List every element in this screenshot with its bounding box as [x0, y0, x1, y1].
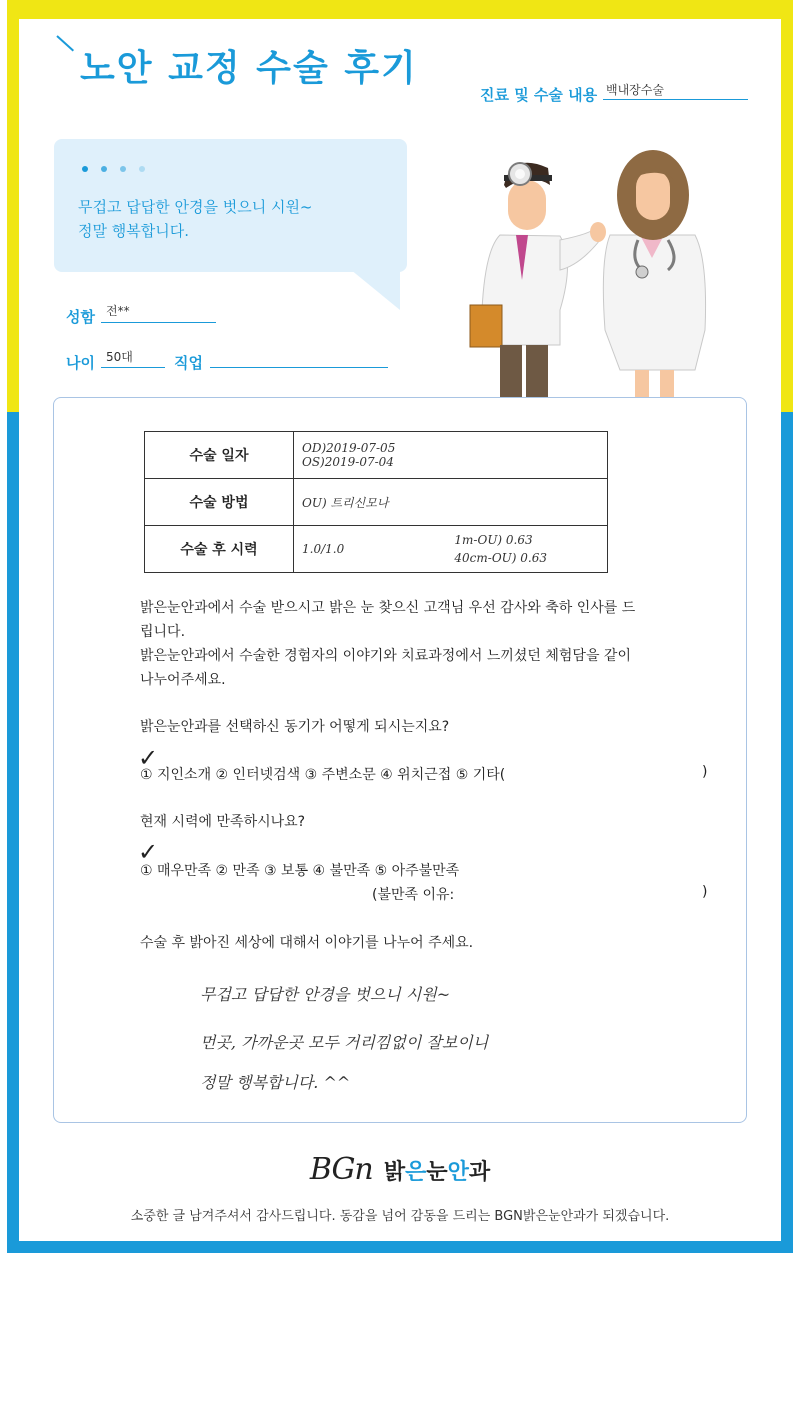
bubble-line-2: 정말 행복합니다. — [78, 222, 189, 240]
job-label: 직업 — [174, 354, 203, 372]
age-value: 50대 — [106, 350, 133, 364]
logo-name-part: 과 — [468, 1160, 491, 1185]
post-vision-label: 수술 후 시력 — [145, 526, 294, 573]
bubble-dot — [82, 166, 88, 172]
intro-line-1: 밝은눈안과에서 수술 받으시고 밝은 눈 찾으신 고객님 우선 감사와 축하 인사를 드 — [140, 600, 636, 616]
age-underline — [101, 367, 165, 368]
footer-text: 소중한 글 남겨주셔서 감사드립니다. 동감을 넘어 감동을 드리는 BGN밝은눈안과가 되겠습니다. — [130, 1209, 670, 1224]
surgery-date-value-1: OD)2019-07-05 — [302, 441, 396, 455]
surgery-info-table — [144, 431, 608, 573]
table-row — [145, 432, 608, 479]
logo-name-part: 눈 — [426, 1160, 448, 1185]
post-vision-value — [294, 526, 608, 573]
table-row — [145, 479, 608, 526]
logo-brand: BGn — [309, 1152, 373, 1187]
q1-question: 밝은눈안과를 선택하신 동기가 어떻게 되시는지요? — [140, 719, 450, 735]
post-vision-note-1: 1m-OU) 0.63 — [454, 533, 533, 547]
handwritten-answer-line-3: 정말 행복합니다. ^^ — [200, 1073, 351, 1092]
surgery-date-value — [294, 432, 608, 479]
page-title: 노안 교정 수술 후기 — [80, 48, 418, 89]
q2-reason-label: (불만족 이유: — [372, 887, 455, 903]
q2-checkmark-icon: ✓ — [138, 838, 159, 866]
q1-checkmark-icon: ✓ — [138, 744, 159, 772]
q3-question: 수술 후 밝아진 세상에 대해서 이야기를 나누어 주세요. — [140, 935, 474, 951]
bubble-dot — [101, 166, 107, 172]
bubble-text — [78, 195, 313, 243]
bgn-logo — [0, 1152, 800, 1187]
surgery-method-value: OU) 트리신모나 — [294, 479, 608, 526]
logo-name-part: 은 — [405, 1160, 427, 1185]
q1-options: ① 지인소개 ② 인터넷검색 ③ 주변소문 ④ 위치근접 ⑤ 기타( — [140, 767, 506, 783]
post-vision-note-2: 40cm-OU) 0.63 — [454, 551, 547, 565]
bubble-line-1: 무겁고 답답한 안경을 벗으니 시원~ — [78, 198, 313, 216]
name-label: 성함 — [66, 308, 95, 326]
q2-reason-close: ) — [702, 884, 708, 900]
doctors-illustration — [460, 140, 720, 400]
intro-line-4: 나누어주세요. — [140, 672, 226, 688]
surgery-date-label: 수술 일자 — [145, 432, 294, 479]
surgery-method-label: 수술 방법 — [145, 479, 294, 526]
q1-options-close: ) — [702, 764, 708, 780]
bubble-dot — [120, 166, 126, 172]
handwritten-answer-line-2: 먼곳, 가까운곳 모두 거리낌없이 잘보이니 — [200, 1033, 489, 1052]
logo-name-part: 안 — [447, 1160, 469, 1185]
q2-options: ① 매우만족 ② 만족 ③ 보통 ④ 불만족 ⑤ 아주불만족 — [140, 863, 460, 879]
job-underline — [210, 367, 388, 368]
intro-line-3: 밝은눈안과에서 수술한 경험자의 이야기와 치료과정에서 느끼셨던 체험담을 같이 — [140, 648, 631, 664]
male-doctor-illustration — [470, 163, 606, 397]
q2-question: 현재 시력에 만족하시나요? — [140, 814, 306, 830]
handwritten-answer-line-1: 무겁고 답답한 안경을 벗으니 시원~ — [200, 985, 451, 1004]
post-vision-main: 1.0/1.0 — [302, 542, 345, 556]
logo-name — [384, 1160, 490, 1185]
bubble-dot — [139, 166, 145, 172]
treatment-underline — [603, 99, 748, 100]
female-doctor-illustration — [603, 150, 705, 398]
intro-line-2: 립니다. — [140, 624, 186, 640]
logo-name-part: 밝 — [383, 1160, 406, 1185]
treatment-value: 백내장수술 — [606, 83, 664, 97]
table-row — [145, 526, 608, 573]
bubble-dots — [82, 166, 145, 172]
age-label: 나이 — [66, 354, 95, 372]
surgery-date-value-2: OS)2019-07-04 — [302, 455, 394, 469]
name-underline — [101, 322, 216, 323]
speech-bubble-tail — [345, 265, 400, 310]
name-value: 전** — [106, 304, 130, 318]
treatment-label: 진료 및 수술 내용 — [480, 86, 598, 104]
